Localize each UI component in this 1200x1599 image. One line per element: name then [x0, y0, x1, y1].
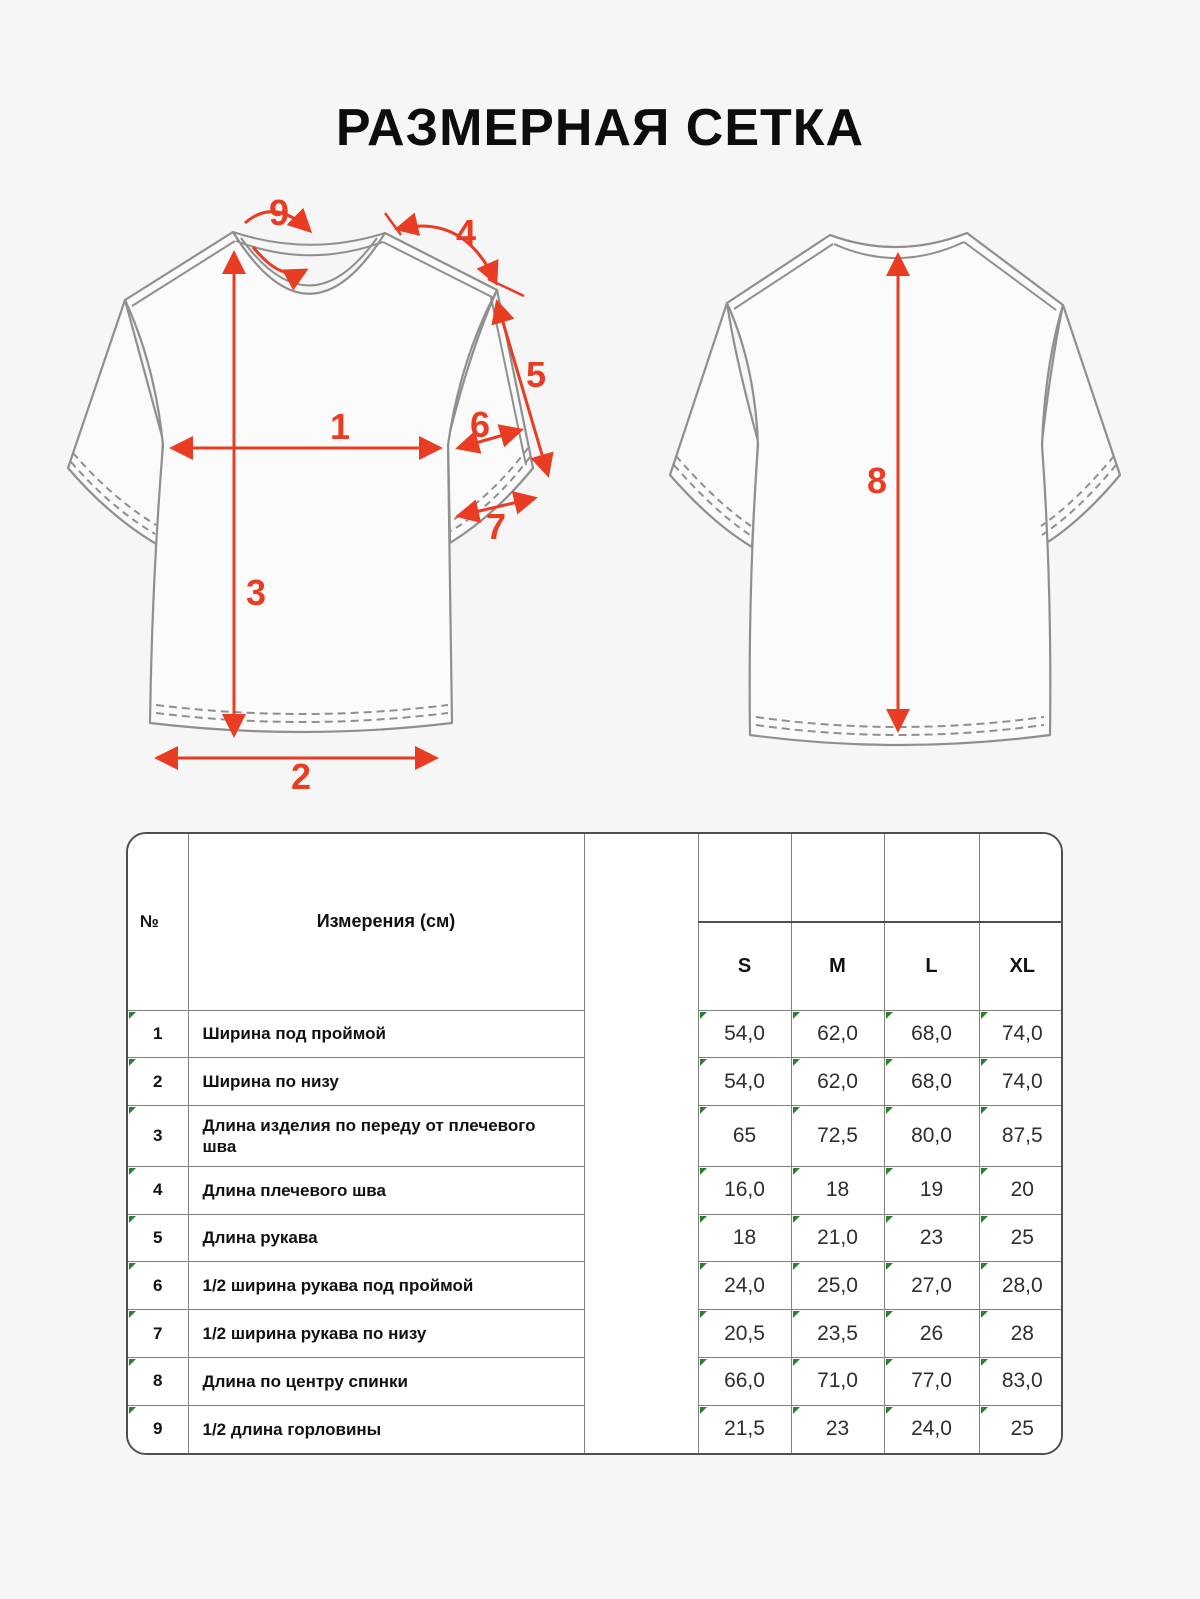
measurement-name: Длина плечевого шва: [188, 1166, 584, 1214]
measurement-name: 1/2 ширина рукава по низу: [188, 1310, 584, 1358]
size-value: 54,0: [698, 1058, 791, 1106]
size-value: 74,0: [979, 1058, 1063, 1106]
tshirt-back-outline: [670, 233, 1120, 745]
measure-label-7: 7: [485, 506, 507, 547]
size-value: 72,5: [791, 1106, 884, 1167]
measure-label-2: 2: [290, 756, 312, 797]
size-value: 77,0: [884, 1357, 979, 1405]
column-header-measurements: Измерения (см): [188, 834, 584, 1010]
measure-label-5: 5: [525, 354, 547, 395]
tshirt-back-diagram: [630, 185, 1150, 765]
column-header-number: №: [128, 834, 188, 1010]
size-value: 54,0: [698, 1010, 791, 1058]
sizes-group-cell: [884, 834, 979, 922]
sizes-group-cell: [791, 834, 884, 922]
table-row: [128, 1166, 1063, 1214]
row-number: 2: [128, 1058, 188, 1106]
table-row: [128, 1405, 1063, 1453]
size-value: 20: [979, 1166, 1063, 1214]
measure-label-4: 4: [455, 212, 477, 253]
size-value: 24,0: [698, 1262, 791, 1310]
size-value: 28: [979, 1310, 1063, 1358]
measure-label-1: 1: [329, 406, 351, 447]
measure-label-6: 6: [469, 404, 491, 445]
measurement-name: Ширина под проймой: [188, 1010, 584, 1058]
size-value: 18: [791, 1166, 884, 1214]
size-value: 20,5: [698, 1310, 791, 1358]
sizes-group-cell: [979, 834, 1063, 922]
size-value: 87,5: [979, 1106, 1063, 1167]
spacer-cell: [584, 1405, 698, 1453]
size-value: 25: [979, 1214, 1063, 1262]
size-value: 28,0: [979, 1262, 1063, 1310]
spacer-cell: [584, 1357, 698, 1405]
row-number: 6: [128, 1262, 188, 1310]
size-value: 68,0: [884, 1058, 979, 1106]
spacer-cell: [584, 1166, 698, 1214]
sizes-group-cell: [698, 834, 791, 922]
size-value: 25,0: [791, 1262, 884, 1310]
tshirt-front-outline: [68, 232, 533, 732]
size-value: 16,0: [698, 1166, 791, 1214]
table-header-row: [128, 834, 1063, 922]
table-row: [128, 1106, 1063, 1167]
size-value: 62,0: [791, 1010, 884, 1058]
measurement-name: Длина по центру спинки: [188, 1357, 584, 1405]
table-body: [128, 1010, 1063, 1453]
measurement-name: Длина рукава: [188, 1214, 584, 1262]
column-header-size-s: S: [698, 922, 791, 1010]
tshirt-front-diagram: [60, 185, 580, 800]
size-value: 21,0: [791, 1214, 884, 1262]
size-value: 71,0: [791, 1357, 884, 1405]
measurement-name: 1/2 ширина рукава под проймой: [188, 1262, 584, 1310]
row-number: 7: [128, 1310, 188, 1358]
size-value: 66,0: [698, 1357, 791, 1405]
row-number: 1: [128, 1010, 188, 1058]
table-row: [128, 1262, 1063, 1310]
measure-label-3: 3: [245, 572, 267, 613]
row-number: 8: [128, 1357, 188, 1405]
size-value: 18: [698, 1214, 791, 1262]
spacer-cell: [584, 1262, 698, 1310]
size-value: 23: [884, 1214, 979, 1262]
column-header-size-m: M: [791, 922, 884, 1010]
size-value: 83,0: [979, 1357, 1063, 1405]
column-header-size-l: L: [884, 922, 979, 1010]
table-row: [128, 1357, 1063, 1405]
measurement-name: Длина изделия по переду от плечевого шва: [188, 1106, 584, 1167]
size-value: 65: [698, 1106, 791, 1167]
spacer-cell: [584, 1106, 698, 1167]
spacer-cell: [584, 1310, 698, 1358]
row-number: 9: [128, 1405, 188, 1453]
size-value: 19: [884, 1166, 979, 1214]
back-measure-numbers: [867, 460, 887, 501]
spacer-cell: [584, 1214, 698, 1262]
size-value: 68,0: [884, 1010, 979, 1058]
size-value: 24,0: [884, 1405, 979, 1453]
size-value: 25: [979, 1405, 1063, 1453]
measurement-name: 1/2 длина горловины: [188, 1405, 584, 1453]
row-number: 5: [128, 1214, 188, 1262]
size-table-grid: [128, 834, 1063, 1453]
measure-label-8: 8: [866, 460, 888, 501]
table-row: [128, 1214, 1063, 1262]
size-value: 23,5: [791, 1310, 884, 1358]
column-header-size-xl: XL: [979, 922, 1063, 1010]
row-number: 4: [128, 1166, 188, 1214]
size-value: 74,0: [979, 1010, 1063, 1058]
measurement-name: Ширина по низу: [188, 1058, 584, 1106]
measure-label-9: 9: [268, 192, 290, 233]
size-value: 21,5: [698, 1405, 791, 1453]
size-table: [126, 832, 1063, 1455]
size-value: 26: [884, 1310, 979, 1358]
row-number: 3: [128, 1106, 188, 1167]
table-row: [128, 1010, 1063, 1058]
size-value: 27,0: [884, 1262, 979, 1310]
spacer-cell: [584, 1010, 698, 1058]
spacer-cell: [584, 1058, 698, 1106]
size-value: 62,0: [791, 1058, 884, 1106]
spacer-column-header: [584, 834, 698, 1010]
size-value: 80,0: [884, 1106, 979, 1167]
table-row: [128, 1058, 1063, 1106]
table-row: [128, 1310, 1063, 1358]
page-title: РАЗМЕРНАЯ СЕТКА: [335, 99, 865, 157]
size-value: 23: [791, 1405, 884, 1453]
